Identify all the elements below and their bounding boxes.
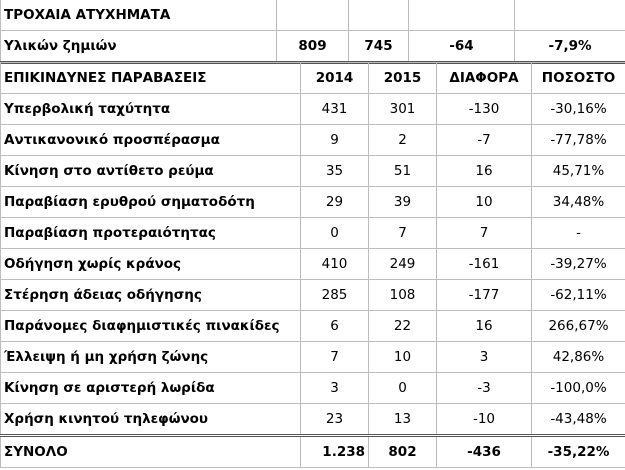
row-label: Παραβίαση προτεραιότητας bbox=[1, 218, 301, 249]
row-label: Έλλειψη ή μη χρήση ζώνης bbox=[1, 342, 301, 373]
row-label: Υπερβολική ταχύτητα bbox=[1, 94, 301, 125]
value-2014: 410 bbox=[301, 249, 369, 280]
table-row bbox=[1, 187, 625, 218]
value-2015: 108 bbox=[369, 280, 437, 311]
header-diff: ΔΙΑΦΟΡΑ bbox=[437, 63, 532, 94]
value-pct: 42,86% bbox=[532, 342, 625, 373]
value-2014: 809 bbox=[277, 31, 349, 63]
row-label: Χρήση κινητού τηλεφώνου bbox=[1, 404, 301, 436]
value-2015: 10 bbox=[369, 342, 437, 373]
table-row bbox=[1, 31, 625, 63]
table-row bbox=[1, 0, 625, 31]
value-pct: -7,9% bbox=[515, 31, 625, 63]
value-2015: 7 bbox=[369, 218, 437, 249]
header-2015: 2015 bbox=[369, 63, 437, 94]
table-row bbox=[1, 311, 625, 342]
header-row bbox=[1, 63, 625, 94]
value-pct: 34,48% bbox=[532, 187, 625, 218]
value-2014: 23 bbox=[301, 404, 369, 436]
value-2015: 22 bbox=[369, 311, 437, 342]
value-diff: 10 bbox=[437, 187, 532, 218]
table-row bbox=[1, 156, 625, 187]
value-pct: 45,71% bbox=[532, 156, 625, 187]
table-row bbox=[1, 94, 625, 125]
table-row bbox=[1, 404, 625, 436]
table-row bbox=[1, 280, 625, 311]
table-row bbox=[1, 373, 625, 404]
value-diff: -3 bbox=[437, 373, 532, 404]
row-label: Υλικών ζημιών bbox=[1, 31, 277, 63]
value-pct: -77,78% bbox=[532, 125, 625, 156]
table-row bbox=[1, 218, 625, 249]
value-pct: -43,48% bbox=[532, 404, 625, 436]
value-diff: 7 bbox=[437, 218, 532, 249]
value-2014: 3 bbox=[301, 373, 369, 404]
value-2014: 7 bbox=[301, 342, 369, 373]
table-row bbox=[1, 125, 625, 156]
violations-table bbox=[0, 62, 625, 468]
total-row bbox=[1, 436, 625, 468]
value-diff: -130 bbox=[437, 94, 532, 125]
value-diff: -177 bbox=[437, 280, 532, 311]
total-label: ΣΥΝΟΛΟ bbox=[1, 436, 301, 468]
total-2014: 1.238 bbox=[301, 436, 369, 468]
value-2015: 51 bbox=[369, 156, 437, 187]
value-diff: 16 bbox=[437, 156, 532, 187]
section-title: ΤΡΟΧΑΙΑ ΑΤΥΧΗΜΑΤΑ bbox=[1, 0, 277, 31]
row-label: Στέρηση άδειας οδήγησης bbox=[1, 280, 301, 311]
value-diff: 16 bbox=[437, 311, 532, 342]
cell bbox=[409, 0, 515, 31]
value-pct: -30,16% bbox=[532, 94, 625, 125]
value-diff: -10 bbox=[437, 404, 532, 436]
value-2015: 39 bbox=[369, 187, 437, 218]
total-pct: -35,22% bbox=[532, 436, 625, 468]
value-2014: 9 bbox=[301, 125, 369, 156]
value-2015: 2 bbox=[369, 125, 437, 156]
total-2015: 802 bbox=[369, 436, 437, 468]
value-2015: 301 bbox=[369, 94, 437, 125]
header-label: ΕΠΙΚΙΝΔΥΝΕΣ ΠΑΡΑΒΑΣΕΙΣ bbox=[1, 63, 301, 94]
value-diff: -161 bbox=[437, 249, 532, 280]
header-2014: 2014 bbox=[301, 63, 369, 94]
value-2014: 6 bbox=[301, 311, 369, 342]
value-pct: -100,0% bbox=[532, 373, 625, 404]
value-pct: 266,67% bbox=[532, 311, 625, 342]
value-2015: 249 bbox=[369, 249, 437, 280]
value-pct: -62,11% bbox=[532, 280, 625, 311]
header-pct: ΠΟΣΟΣΤΟ bbox=[532, 63, 625, 94]
cell bbox=[277, 0, 349, 31]
value-pct: -39,27% bbox=[532, 249, 625, 280]
row-label: Παραβίαση ερυθρού σηματοδότη bbox=[1, 187, 301, 218]
row-label: Οδήγηση χωρίς κράνος bbox=[1, 249, 301, 280]
row-label: Κίνηση σε αριστερή λωρίδα bbox=[1, 373, 301, 404]
value-2015: 745 bbox=[349, 31, 409, 63]
cell bbox=[349, 0, 409, 31]
value-2014: 285 bbox=[301, 280, 369, 311]
value-2014: 0 bbox=[301, 218, 369, 249]
cell bbox=[515, 0, 625, 31]
value-2015: 13 bbox=[369, 404, 437, 436]
table-row bbox=[1, 342, 625, 373]
row-label: Αντικανονικό προσπέρασμα bbox=[1, 125, 301, 156]
value-pct: - bbox=[532, 218, 625, 249]
value-diff: -64 bbox=[409, 31, 515, 63]
row-label: Παράνομες διαφημιστικές πινακίδες bbox=[1, 311, 301, 342]
value-diff: -7 bbox=[437, 125, 532, 156]
value-diff: 3 bbox=[437, 342, 532, 373]
row-label: Κίνηση στο αντίθετο ρεύμα bbox=[1, 156, 301, 187]
value-2015: 0 bbox=[369, 373, 437, 404]
total-diff: -436 bbox=[437, 436, 532, 468]
accidents-table bbox=[0, 0, 625, 64]
value-2014: 35 bbox=[301, 156, 369, 187]
value-2014: 29 bbox=[301, 187, 369, 218]
table-row bbox=[1, 249, 625, 280]
value-2014: 431 bbox=[301, 94, 369, 125]
